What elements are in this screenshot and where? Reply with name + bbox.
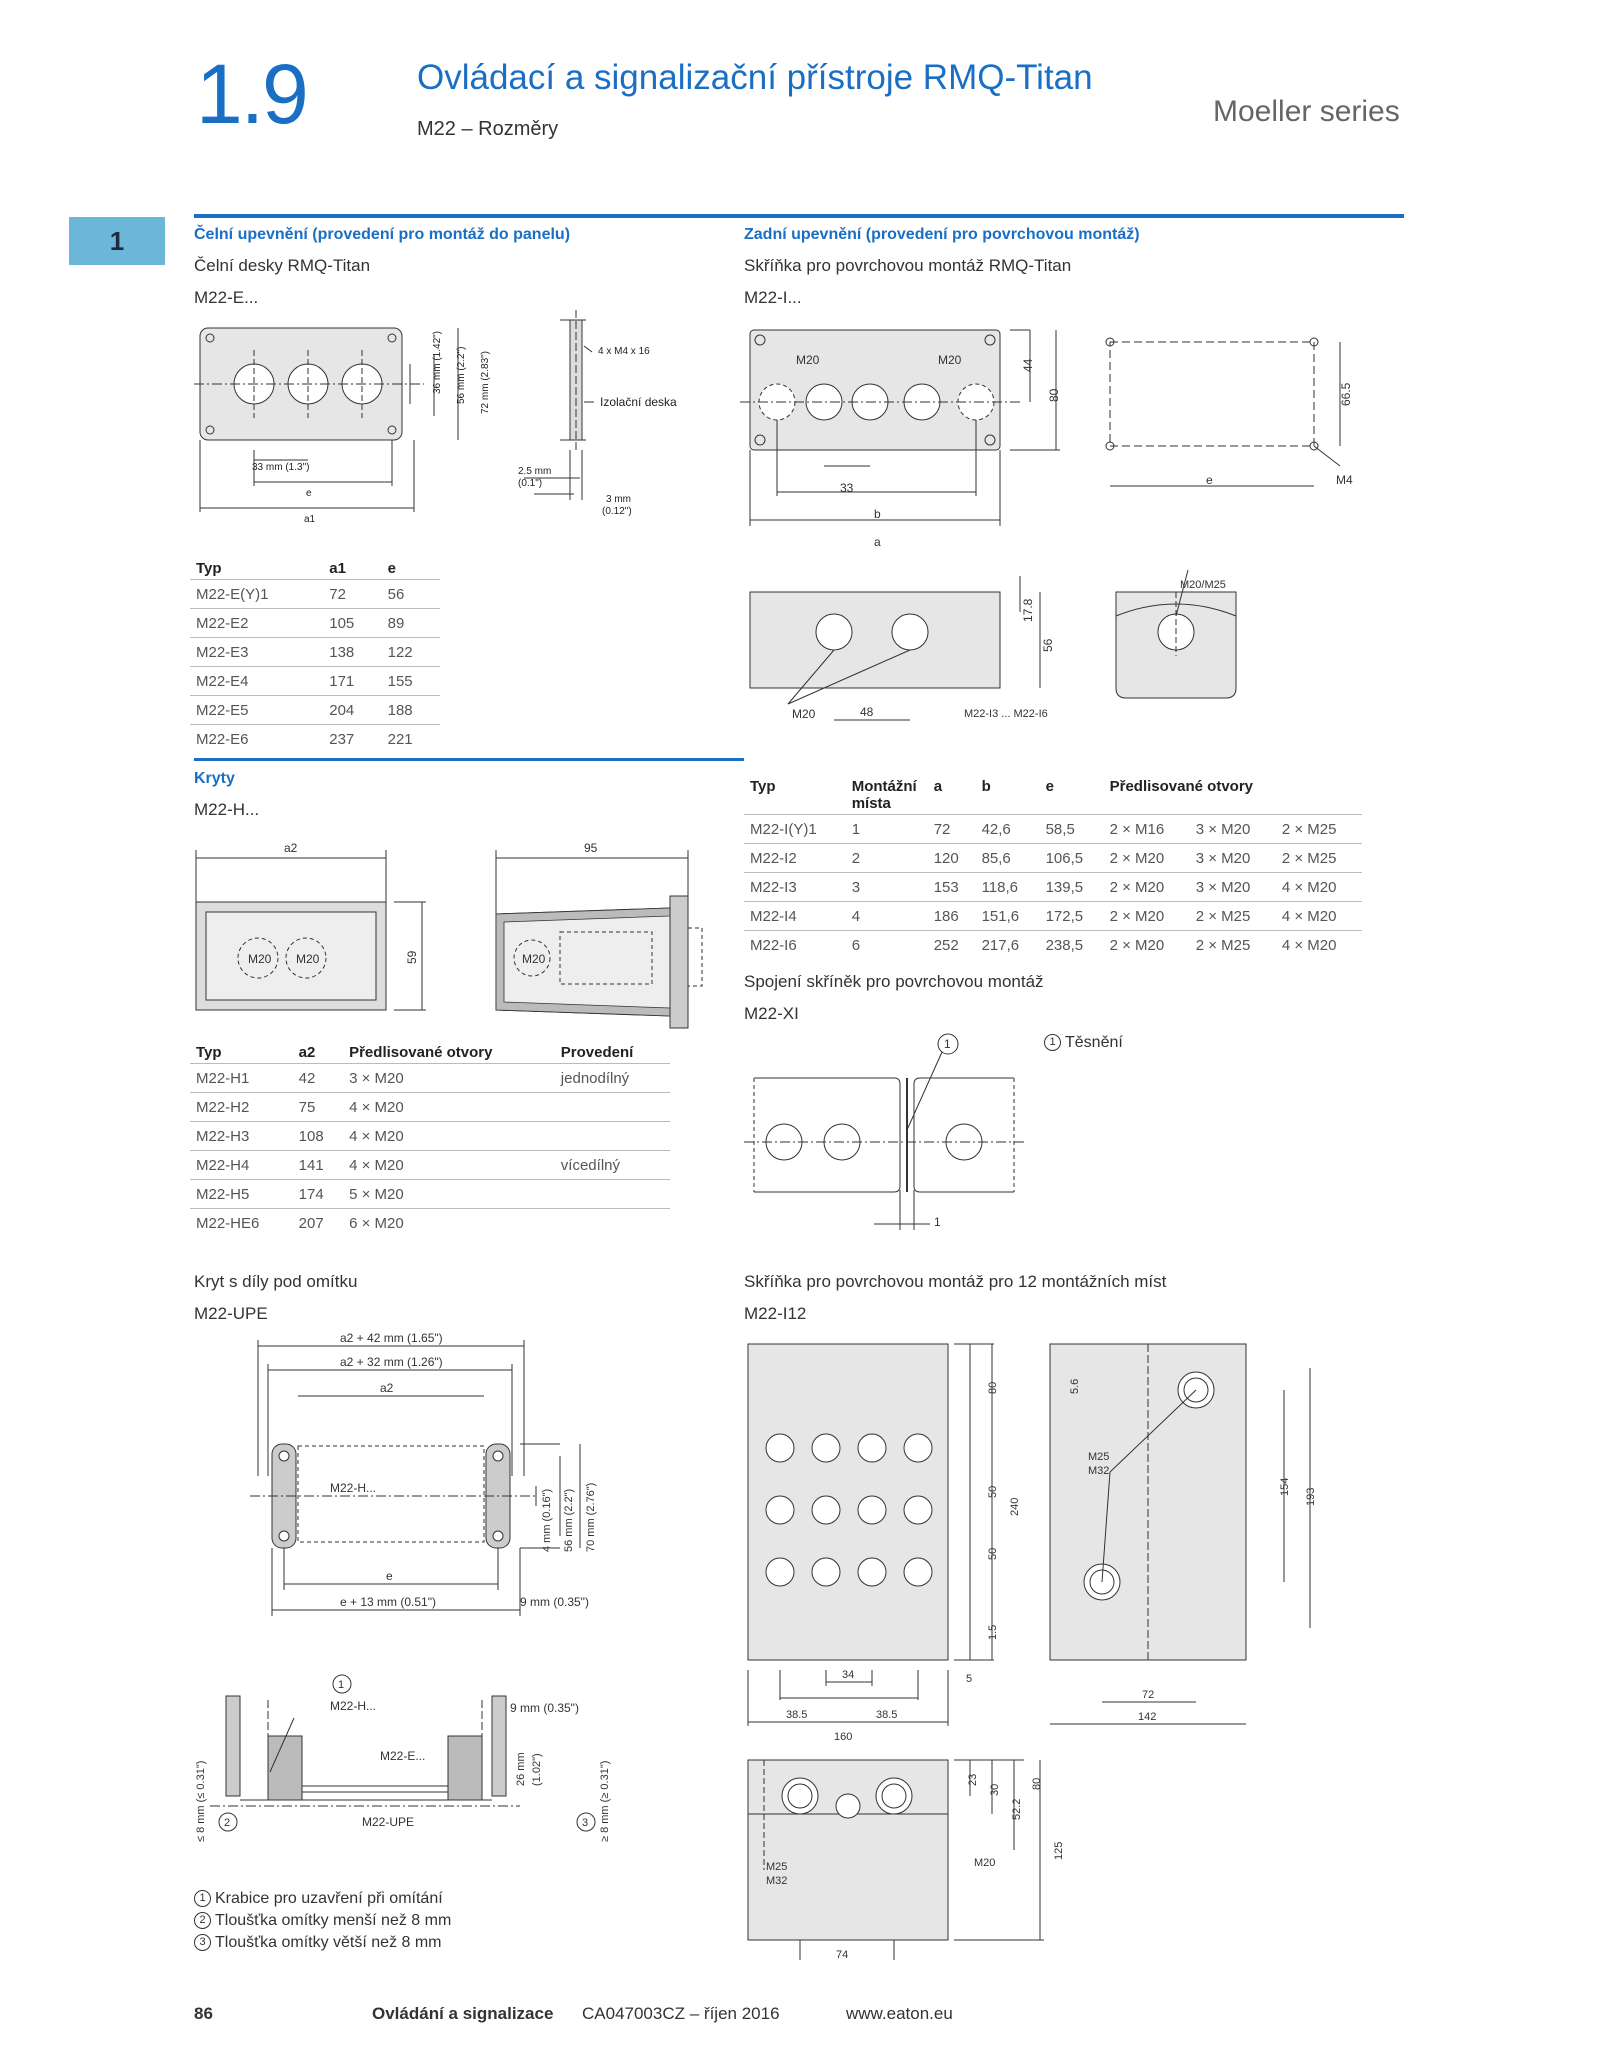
dim-3: 3 mm bbox=[606, 494, 631, 505]
table-row: M22-I6 6 252 217,6 238,5 2 × M20 2 × M25 4 × M20 bbox=[744, 931, 1362, 960]
footer-doc: CA047003CZ – říjen 2016 bbox=[582, 2004, 780, 2023]
label-m20-m25: M20/M25 bbox=[1180, 579, 1226, 591]
dim-5-6: 5.6 bbox=[1069, 1378, 1081, 1394]
table-row: M22-I4 4 186 151,6 172,5 2 × M20 2 × M25 4 × M20 bbox=[744, 902, 1362, 931]
flush-line1: Kryt s díly pod omítku bbox=[194, 1272, 358, 1291]
table-row: M22-E2 105 89 bbox=[190, 609, 440, 638]
dim-e-13: e + 13 mm (0.51") bbox=[340, 1595, 436, 1609]
dim-240: 240 bbox=[1009, 1497, 1021, 1516]
dim-80: 80 bbox=[1047, 388, 1061, 402]
covers-line2: M22-H... bbox=[194, 800, 260, 819]
label-m20-side: M20 bbox=[792, 707, 816, 721]
surface-box-drawing bbox=[740, 316, 1400, 736]
table-row: M22-E4 171 155 bbox=[190, 667, 440, 696]
label-m20-1: M20 bbox=[248, 952, 272, 966]
front-mount-heading: Čelní upevnění (provedení pro montáž do panelu) bbox=[194, 226, 571, 243]
label-m20-left: M20 bbox=[796, 353, 820, 367]
joint-line2: M22-XI bbox=[744, 1004, 799, 1023]
table-row: M22-E(Y)1 72 56 bbox=[190, 580, 440, 609]
page-number: 86 bbox=[194, 2004, 213, 2023]
dim-125: 125 bbox=[1053, 1841, 1065, 1860]
dim-56mm: 56 mm (2.2") bbox=[563, 1488, 575, 1552]
box12-line2: M22-I12 bbox=[744, 1304, 807, 1323]
box12-drawing bbox=[744, 1330, 1344, 1960]
label-m25: M25 bbox=[1088, 1451, 1110, 1463]
table-row: M22-H1 42 3 × M20 jednodílný bbox=[190, 1064, 670, 1093]
dim-34: 34 bbox=[842, 1669, 855, 1681]
dim-4mm: 4 mm (0.16") bbox=[541, 1488, 553, 1552]
dim-50a: 50 bbox=[987, 1485, 999, 1498]
label-m22h-2: M22-H... bbox=[330, 1699, 377, 1713]
legend-item-3: 3 Tloušťka omítky větší než 8 mm bbox=[194, 1932, 451, 1954]
rear-mount-heading: Zadní upevnění (provedení pro povrchovou montáž) bbox=[744, 226, 1140, 243]
front-plate-drawing bbox=[194, 310, 694, 540]
header-rule bbox=[194, 214, 1404, 218]
dim-2-5: 2.5 mm bbox=[518, 466, 552, 477]
dim-e-rear: e bbox=[1206, 473, 1213, 487]
dim-le8: ≤ 8 mm (≤ 0.31") bbox=[195, 1760, 207, 1842]
legend-item-1: 1 Krabice pro uzavření při omítání bbox=[194, 1888, 451, 1910]
covers-heading: Kryty bbox=[194, 770, 235, 787]
callout-1: 1 bbox=[338, 1679, 345, 1691]
joint-dim-1: 1 bbox=[934, 1215, 941, 1229]
joint-line1: Spojení skříněk pro povrchovou montáž bbox=[744, 972, 1044, 991]
dim-a2-32: a2 + 32 mm (1.26") bbox=[340, 1355, 443, 1369]
flush-legend bbox=[194, 1888, 451, 1954]
table-row: M22-E6 237 221 bbox=[190, 725, 440, 754]
dim-a2-flush: a2 bbox=[380, 1381, 394, 1395]
label-m22upe: M22-UPE bbox=[362, 1815, 415, 1829]
flush-mount-drawing bbox=[190, 1326, 660, 1886]
dim-193: 193 bbox=[1305, 1487, 1317, 1506]
table-row: M22-I2 2 120 85,6 106,5 2 × M20 3 × M20 2 × M25 bbox=[744, 844, 1362, 873]
dim-70mm: 70 mm (2.76") bbox=[585, 1482, 597, 1552]
table-row: M22-H4 141 4 × M20 vícedílný bbox=[190, 1151, 670, 1180]
label-m32-b: M32 bbox=[766, 1875, 788, 1887]
dim-66-5: 66.5 bbox=[1339, 382, 1353, 406]
dim-33-rear: 33 bbox=[840, 481, 854, 495]
table-row: M22-I3 3 153 118,6 139,5 2 × M20 3 × M20 4 × M20 bbox=[744, 873, 1362, 902]
table-row: M22-E5 204 188 bbox=[190, 696, 440, 725]
label-m20-right: M20 bbox=[938, 353, 962, 367]
footer-url[interactable]: www.eaton.eu bbox=[846, 2004, 953, 2023]
box-joint-drawing bbox=[744, 1030, 1024, 1240]
dim-ge8: ≥ 8 mm (≥ 0.31") bbox=[599, 1760, 611, 1842]
dim-50b: 50 bbox=[987, 1547, 999, 1560]
surface-box-table: Typ Montážní místa a b e Předlisované otvory M22-I(Y)1 1 72 42,6 58,5 2 × M16 3 × M20 2 × M25 M22-I2 2 120 85,6 106,5 2 × M20 3 × M20 2 × M25 M22-I3 3 153 118,6 139,5 2 × M20 3 × M20 4 × M20 M22-I4 4 186 151,6 172,5 2 × M20 2 × M25 4 × M20 M22-I6 6 252 217,6 238,5 2 × M20 2 × M25 4 × M20 bbox=[744, 774, 1362, 959]
dim-48: 48 bbox=[860, 705, 874, 719]
joint-callout-1: 1 bbox=[944, 1037, 951, 1051]
page-subtitle: M22 – Rozměry bbox=[417, 118, 559, 140]
dim-17-8: 17.8 bbox=[1021, 598, 1035, 622]
dim-72: 72 bbox=[1142, 1689, 1155, 1701]
dim-72: 72 mm (2.83") bbox=[480, 350, 491, 414]
dim-a: a bbox=[874, 535, 881, 549]
dim-9mm-b: 9 mm (0.35") bbox=[510, 1701, 579, 1715]
footer-section: Ovládání a signalizace bbox=[372, 2004, 554, 2023]
dim-1-5: 1.5 bbox=[987, 1624, 999, 1640]
dim-36: 36 mm (1.42") bbox=[432, 330, 443, 394]
dim-e-flush: e bbox=[386, 1569, 393, 1583]
flush-line2: M22-UPE bbox=[194, 1304, 268, 1323]
front-mount-line1: Čelní desky RMQ-Titan bbox=[194, 256, 371, 275]
label-m20-3: M20 bbox=[522, 952, 546, 966]
cover-drawing bbox=[194, 830, 734, 1030]
dim-26in: (1.02") bbox=[531, 1753, 543, 1786]
dim-95: 95 bbox=[584, 841, 598, 855]
dim-56: 56 mm (2.2") bbox=[456, 346, 467, 404]
page-title: Ovládací a signalizační přístroje RMQ-Titan bbox=[417, 58, 1093, 97]
dim-142: 142 bbox=[1138, 1711, 1157, 1723]
dim-e: e bbox=[306, 488, 312, 499]
table-row: M22-H3 108 4 × M20 bbox=[190, 1122, 670, 1151]
table-row: M22-HE6 207 6 × M20 bbox=[190, 1209, 670, 1238]
dim-5: 5 bbox=[966, 1673, 973, 1685]
screw-label: 4 x M4 x 16 bbox=[598, 346, 650, 357]
dim-30: 30 bbox=[989, 1783, 1001, 1796]
dim-9mm: 9 mm (0.35") bbox=[520, 1595, 589, 1609]
label-m20-box12: M20 bbox=[974, 1857, 996, 1869]
range-label: M22-I3 ... M22-I6 bbox=[964, 708, 1048, 720]
dim-a2-42: a2 + 42 mm (1.65") bbox=[340, 1331, 443, 1345]
label-m22h: M22-H... bbox=[330, 1481, 377, 1495]
dim-160: 160 bbox=[834, 1731, 853, 1743]
dim-3-in: (0.12") bbox=[602, 506, 632, 517]
dim-a1: a1 bbox=[304, 514, 316, 525]
covers-rule bbox=[194, 758, 744, 761]
label-m20-2: M20 bbox=[296, 952, 320, 966]
dim-b: b bbox=[874, 507, 881, 521]
dim-44: 44 bbox=[1021, 358, 1035, 372]
label-m4: M4 bbox=[1336, 473, 1353, 487]
cover-table: Typ a2 Předlisované otvory Provedení M22-H1 42 3 × M20 jednodílný M22-H2 75 4 × M20 M22-H3 108 4 × M20 M22-H4 141 4 × M20 vícedílný M22-H5 174 5 × M20 M22-HE6 207 6 × M20 bbox=[190, 1040, 670, 1237]
dim-74: 74 bbox=[836, 1949, 849, 1960]
dim-52-2: 52.2 bbox=[1011, 1798, 1023, 1820]
dim-23: 23 bbox=[967, 1773, 979, 1786]
insulation-label: Izolační deska bbox=[600, 395, 677, 409]
dim-26mm: 26 mm bbox=[515, 1752, 527, 1786]
label-m32: M32 bbox=[1088, 1465, 1110, 1477]
dim-38-5a: 38.5 bbox=[786, 1709, 808, 1721]
table-row: M22-H5 174 5 × M20 bbox=[190, 1180, 670, 1209]
chapter-tab[interactable]: 1 bbox=[69, 217, 165, 265]
legend-item-2: 2 Tloušťka omítky menší než 8 mm bbox=[194, 1910, 451, 1932]
rear-mount-line2: M22-I... bbox=[744, 288, 802, 307]
joint-legend: 1 Těsnění bbox=[1044, 1034, 1123, 1052]
dim-33: 33 mm (1.3") bbox=[252, 462, 310, 473]
table-row: M22-E3 138 122 bbox=[190, 638, 440, 667]
table-row: M22-H2 75 4 × M20 bbox=[190, 1093, 670, 1122]
rear-mount-line1: Skříňka pro povrchovou montáž RMQ-Titan bbox=[744, 256, 1072, 275]
dim-2-5-in: (0.1") bbox=[518, 478, 543, 489]
front-plate-table: Typ a1 e M22-E(Y)1 72 56 M22-E2 105 89 M22-E3 138 122 M22-E4 171 155 M22-E5 204 188 M22-E6 237 221 bbox=[190, 556, 440, 753]
front-mount-line2: M22-E... bbox=[194, 288, 259, 307]
dim-154: 154 bbox=[1279, 1477, 1291, 1496]
dim-38-5b: 38.5 bbox=[876, 1709, 898, 1721]
label-m22e: M22-E... bbox=[380, 1749, 426, 1763]
series-label: Moeller series bbox=[1213, 95, 1400, 128]
callout-3: 3 bbox=[582, 1817, 589, 1829]
box12-line1: Skříňka pro povrchovou montáž pro 12 montážních míst bbox=[744, 1272, 1167, 1291]
dim-80-side: 80 bbox=[1031, 1777, 1043, 1790]
dim-a2: a2 bbox=[284, 841, 298, 855]
section-number: 1.9 bbox=[196, 47, 307, 141]
label-m25-b: M25 bbox=[766, 1861, 788, 1873]
table-row: M22-I(Y)1 1 72 42,6 58,5 2 × M16 3 × M20 2 × M25 bbox=[744, 815, 1362, 844]
callout-2: 2 bbox=[224, 1817, 231, 1829]
dim-80-box12: 80 bbox=[987, 1381, 999, 1394]
dim-59: 59 bbox=[405, 950, 419, 964]
dim-56-rear: 56 bbox=[1041, 638, 1055, 652]
